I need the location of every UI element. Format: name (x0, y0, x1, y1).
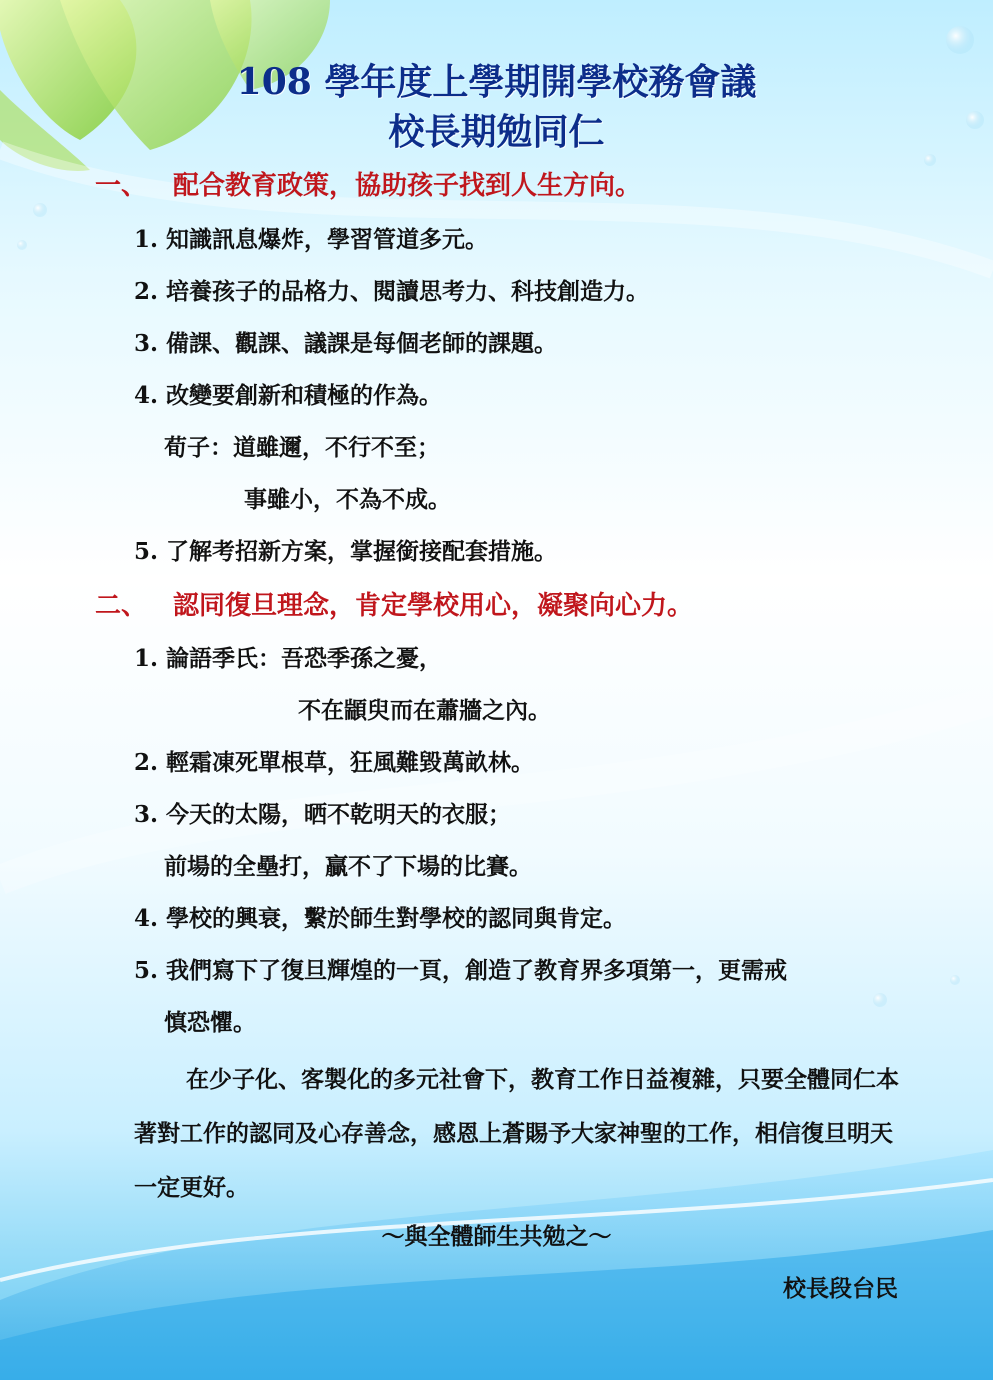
section2-item-1-line2: 不在顓臾而在蕭牆之內。 (298, 697, 551, 724)
section2-heading-text: 認同復旦理念，肯定學校用心，凝聚向心力。 (173, 591, 694, 621)
section1-item-5: 5. 了解考招新方案，掌握銜接配套措施。 (134, 538, 558, 565)
section1-quote-line1: 荀子：道雖邇，不行不至； (164, 434, 440, 461)
section2-item-5-line1: 5. 我們寫下了復旦輝煌的一頁，創造了教育界多項第一，更需戒 (134, 957, 788, 984)
section1-heading-text: 配合教育政策，協助孩子找到人生方向。 (173, 171, 642, 201)
section2-item-3-line2: 前場的全壘打，贏不了下場的比賽。 (164, 853, 532, 880)
section1-number: 一、 (95, 171, 148, 201)
section2-item-3-line1: 3. 今天的太陽，晒不乾明天的衣服； (134, 801, 512, 828)
section1-heading (95, 170, 641, 202)
signature: 校長段台民 (783, 1275, 898, 1302)
section1-item-3: 3. 備課、觀課、議課是每個老師的課題。 (134, 330, 558, 357)
section2-item-2: 2. 輕霜凍死單根草，狂風難毀萬畝林。 (134, 749, 535, 776)
section1-quote-line2: 事雖小，不為不成。 (244, 486, 451, 513)
section2-number: 二、 (95, 591, 148, 621)
closing-motto: ～與全體師生共勉之～ (381, 1223, 612, 1250)
section2-item-4: 4. 學校的興衰，繫於師生對學校的認同與肯定。 (134, 905, 627, 932)
page-title-line1: 108 學年度上學期開學校務會議 (236, 61, 757, 103)
closing-paragraph: 在少子化、客製化的多元社會下，教育工作日益複雜，只要全體同仁本著對工作的認同及心存善念，感恩上蒼賜予大家神聖的工作，相信復旦明天一定更好。 (134, 1066, 899, 1201)
section1-item-1: 1. 知識訊息爆炸，學習管道多元。 (134, 226, 489, 253)
section2-item-5-line2: 慎恐懼。 (164, 1009, 256, 1036)
section1-item-4: 4. 改變要創新和積極的作為。 (134, 382, 443, 409)
section2-heading (95, 590, 693, 622)
section1-item-2: 2. 培養孩子的品格力、閱讀思考力、科技創造力。 (134, 278, 650, 305)
page-title-line2: 校長期勉同仁 (388, 111, 605, 153)
section2-item-1-line1: 1. 論語季氏：吾恐季孫之憂， (134, 645, 443, 672)
